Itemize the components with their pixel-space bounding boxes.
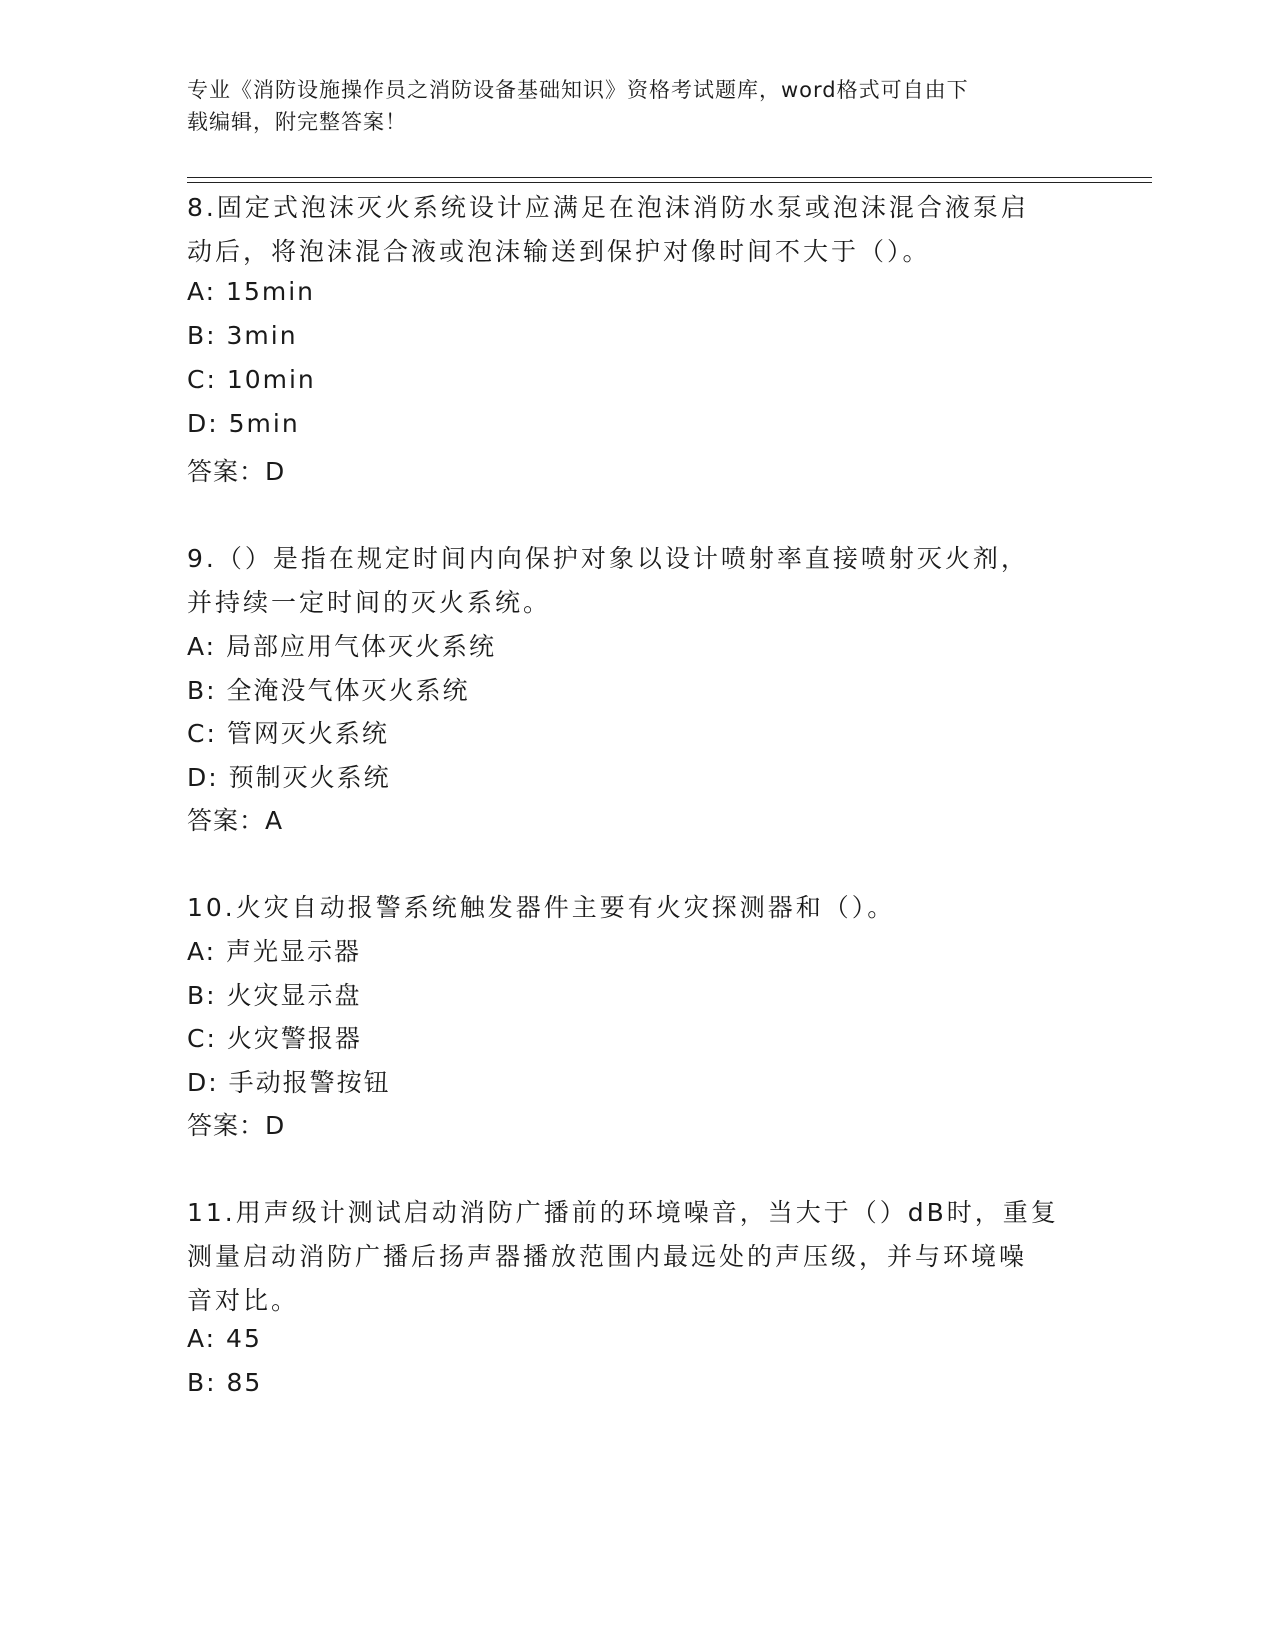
question-9-option-b: B: 全淹没气体灭火系统 — [187, 676, 470, 705]
document-header — [187, 74, 1077, 138]
question-10-option-d: D: 手动报警按钮 — [187, 1068, 391, 1097]
header-divider-top — [187, 177, 1152, 178]
question-10-option-c: C: 火灾警报器 — [187, 1024, 362, 1053]
question-8-option-c: C: 10min — [187, 365, 316, 394]
question-11-line-2: 测量启动消防广播后扬声器播放范围内最远处的声压级，并与环境噪 — [187, 1242, 1028, 1271]
question-11-line-1: 11.用声级计测试启动消防广播前的环境噪音，当大于（）dB时，重复 — [187, 1198, 1059, 1227]
question-11-option-b: B: 85 — [187, 1368, 263, 1397]
question-10-line-1: 10.火灾自动报警系统触发器件主要有火灾探测器和（）。 — [187, 893, 896, 922]
question-9-line-1: 9.（）是指在规定时间内向保护对象以设计喷射率直接喷射灭火剂， — [187, 544, 1029, 573]
question-8-option-d: D: 5min — [187, 409, 300, 438]
question-8-option-a: A: 15min — [187, 277, 315, 306]
question-9-option-d: D: 预制灭火系统 — [187, 763, 391, 792]
question-10-answer: 答案：D — [187, 1111, 286, 1140]
question-10-option-b: B: 火灾显示盘 — [187, 981, 362, 1010]
question-8-option-b: B: 3min — [187, 321, 298, 350]
header-line-2: 载编辑，附完整答案！ — [187, 110, 407, 134]
question-9-option-c: C: 管网灭火系统 — [187, 719, 389, 748]
question-9-line-2: 并持续一定时间的灭火系统。 — [187, 588, 552, 617]
header-line-1: 专业《消防设施操作员之消防设备基础知识》资格考试题库，word格式可自由下 — [187, 78, 969, 102]
question-10-option-a: A: 声光显示器 — [187, 937, 362, 966]
question-8-line-1: 8.固定式泡沫灭火系统设计应满足在泡沫消防水泵或泡沫混合液泵启 — [187, 193, 1029, 222]
question-9-answer: 答案：A — [187, 806, 284, 835]
question-8-answer: 答案：D — [187, 457, 286, 486]
question-9-option-a: A: 局部应用气体灭火系统 — [187, 632, 497, 661]
question-11-line-3: 音对比。 — [187, 1286, 300, 1315]
header-divider-bottom — [187, 182, 1152, 183]
question-8-line-2: 动后，将泡沫混合液或泡沫输送到保护对像时间不大于（）。 — [187, 237, 931, 266]
question-11-option-a: A: 45 — [187, 1324, 262, 1353]
